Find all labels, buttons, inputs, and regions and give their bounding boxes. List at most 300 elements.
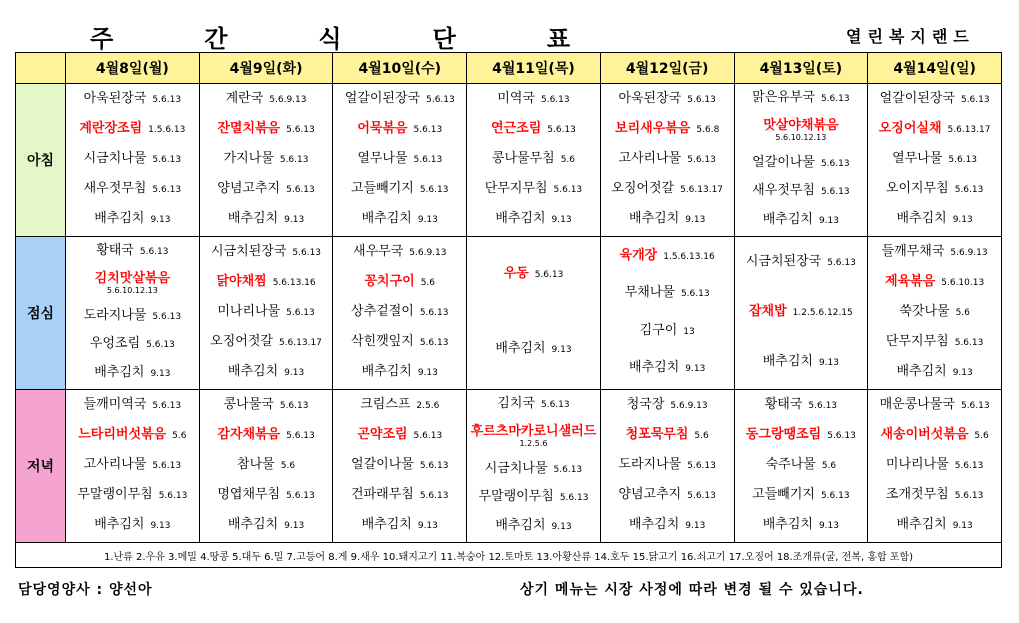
title-char: 간 xyxy=(204,24,228,53)
date-header: 4월9일(화) xyxy=(199,53,333,84)
dish-item xyxy=(204,518,329,532)
allergen-codes: 5.6.13 xyxy=(152,154,182,165)
dish-name: 느타리버섯볶음 xyxy=(78,426,167,442)
dish-item xyxy=(204,458,329,472)
dish-name: 미역국 xyxy=(497,90,535,106)
dish-name: 잔멸치볶음 xyxy=(217,120,281,136)
allergen-codes: 5.6.8 xyxy=(696,124,720,135)
dish-item xyxy=(471,122,596,136)
dish-name: 배추김치 xyxy=(762,353,813,369)
dish-name: 명엽채무침 xyxy=(217,486,281,502)
allergen-codes: 9.13 xyxy=(685,364,706,375)
dish-item xyxy=(872,245,997,259)
menu-cell xyxy=(333,84,467,237)
dish-name: 새송이버섯볶음 xyxy=(880,426,969,442)
allergen-codes: 5.6.13 xyxy=(827,257,856,268)
dish-name: 연근조림 xyxy=(491,120,542,136)
menu-cell xyxy=(66,390,200,543)
dish-item xyxy=(204,92,329,106)
date-header: 4월14일(일) xyxy=(868,53,1002,84)
dish-name: 배추김치 xyxy=(896,363,947,379)
menu-cell xyxy=(66,84,200,237)
dish-list xyxy=(868,390,1001,540)
allergen-codes: 5.6 xyxy=(560,154,576,165)
allergen-codes: 1.5.6.13.16 xyxy=(663,251,715,262)
weekly-menu-table xyxy=(15,52,1002,568)
dish-item xyxy=(471,462,596,476)
allergen-codes: 9.13 xyxy=(952,367,973,378)
menu-cell xyxy=(734,84,868,237)
allergen-codes: 5.6.13 xyxy=(553,184,583,195)
allergen-codes: 5.6.13 xyxy=(948,154,978,165)
dish-item xyxy=(337,365,462,379)
dish-name: 미나리나물 xyxy=(217,303,281,319)
dish-name: 감자채볶음 xyxy=(217,426,281,442)
allergen-codes: 5.6.13 xyxy=(419,337,449,348)
dish-item xyxy=(70,458,195,472)
allergen-codes: 5.6.13 xyxy=(152,94,182,105)
dish-item xyxy=(739,488,864,502)
meal-label: 점심 xyxy=(16,237,66,390)
menu-cell xyxy=(734,237,868,390)
dish-name: 청국장 xyxy=(626,396,665,412)
dish-item xyxy=(337,182,462,196)
dish-item xyxy=(872,428,997,442)
dish-item xyxy=(605,458,730,472)
allergen-codes: 5.6.13 xyxy=(286,184,315,195)
allergen-codes: 5.6.13 xyxy=(540,399,570,410)
change-notice: 상기 메뉴는 시장 사정에 따라 변경 될 수 있습니다. xyxy=(520,582,864,598)
dish-item xyxy=(70,398,195,412)
allergen-codes: 9.13 xyxy=(685,214,706,225)
dish-name: 쑥갓나물 xyxy=(899,303,950,319)
allergen-codes: 5.6 xyxy=(280,460,296,471)
dish-item xyxy=(70,428,195,442)
dish-name: 제육볶음 xyxy=(885,273,936,289)
dish-name: 시금치된장국 xyxy=(211,243,287,259)
dish-item xyxy=(471,152,596,166)
dish-name: 아욱된장국 xyxy=(618,90,682,106)
dish-list xyxy=(66,237,199,387)
allergen-codes: 5.6.13 xyxy=(960,400,990,411)
menu-cell xyxy=(199,84,333,237)
allergen-codes: 5.6.13 xyxy=(687,154,716,165)
dish-item xyxy=(337,245,462,259)
allergen-codes: 5.6.13 xyxy=(827,430,856,441)
dish-item xyxy=(70,518,195,532)
dish-name: 무말랭이무침 xyxy=(77,486,153,502)
dish-list xyxy=(467,84,600,234)
dish-name: 닭야채찜 xyxy=(216,273,267,289)
date-header: 4월8일(월) xyxy=(66,53,200,84)
allergen-codes: 5.6.13.17 xyxy=(680,184,724,195)
allergen-codes: 5.6.13 xyxy=(820,159,850,170)
allergen-codes: 5.6.13 xyxy=(680,289,710,300)
dish-item xyxy=(739,518,864,532)
allergen-codes: 9.13 xyxy=(417,367,438,378)
dish-name: 배추김치 xyxy=(762,211,813,227)
dish-list xyxy=(601,84,734,234)
dish-name: 얼갈이나물 xyxy=(351,456,414,472)
dish-name: 새우젓무침 xyxy=(752,183,815,199)
allergen-codes: 5.6.13 xyxy=(286,124,315,135)
menu-cell xyxy=(868,237,1002,390)
allergen-codes: 5.6.13 xyxy=(419,460,449,471)
dish-name: 콩나물국 xyxy=(223,396,274,412)
dish-name: 건파래무침 xyxy=(351,486,414,502)
dish-item xyxy=(337,488,462,502)
allergen-codes: 5.6.10.13 xyxy=(941,277,985,288)
dish-item xyxy=(337,275,462,289)
dish-item xyxy=(739,119,864,142)
dish-name: 배추김치 xyxy=(227,516,279,532)
dish-item xyxy=(605,398,730,412)
allergen-codes: 9.13 xyxy=(952,214,973,225)
allergen-codes: 9.13 xyxy=(952,520,973,531)
allergen-codes: 9.13 xyxy=(551,521,572,532)
allergen-codes: 5.6.13 xyxy=(954,460,984,471)
dish-item xyxy=(70,488,195,502)
dish-item xyxy=(70,309,195,323)
menu-cell xyxy=(868,390,1002,543)
title-char: 식 xyxy=(318,24,342,53)
dish-item xyxy=(872,305,997,319)
dish-item xyxy=(872,518,997,532)
dish-name: 청포묵무침 xyxy=(625,426,689,442)
dish-name: 배추김치 xyxy=(495,517,546,533)
allergen-codes: 5.6.9.13 xyxy=(950,247,988,258)
allergen-codes: 5.6.13 xyxy=(687,94,716,105)
allergen-codes: 5.6.13 xyxy=(152,400,182,411)
allergen-codes: 5.6.13 xyxy=(954,490,984,501)
allergen-codes: 5.6.13 xyxy=(534,270,564,281)
dish-name: 참나물 xyxy=(237,456,275,472)
allergen-codes: 1.2.5.6.12.15 xyxy=(792,307,853,318)
title-char: 표 xyxy=(546,24,570,53)
dish-name: 꽁치구이 xyxy=(364,273,415,289)
dish-item xyxy=(872,152,997,166)
allergen-codes: 5.6.13 xyxy=(960,94,990,105)
dish-name: 배추김치 xyxy=(94,210,145,226)
allergen-codes: 5.6.9.13 xyxy=(409,247,447,258)
allergen-codes: 5.6.13 xyxy=(292,247,322,258)
allergen-codes: 5.6.13 xyxy=(286,430,315,441)
menu-cell xyxy=(199,390,333,543)
dish-name: 도라지나물 xyxy=(83,308,147,324)
menu-cell xyxy=(600,237,734,390)
dish-item xyxy=(204,122,329,136)
dish-name: 배추김치 xyxy=(361,210,412,226)
allergen-codes: 5.6.10.12.13 xyxy=(106,285,158,295)
dish-name: 새우젓무침 xyxy=(83,180,147,196)
dish-name: 고들빼기지 xyxy=(351,180,414,196)
dish-name: 얼갈이된장국 xyxy=(344,90,421,106)
dish-item xyxy=(204,398,329,412)
dish-item xyxy=(337,335,462,349)
meal-label: 저녁 xyxy=(16,390,66,543)
dish-name: 배추김치 xyxy=(94,516,145,532)
dish-name: 오이지무침 xyxy=(885,180,949,196)
title-char: 단 xyxy=(432,24,456,53)
dish-name: 배추김치 xyxy=(495,341,546,357)
allergen-codes: 5.6.13 xyxy=(279,400,309,411)
dish-name: 곤약조림 xyxy=(357,426,408,442)
allergen-codes: 9.13 xyxy=(818,215,839,226)
allergen-codes: 9.13 xyxy=(551,214,572,225)
dish-item xyxy=(204,182,329,196)
allergen-codes: 5.6.13 xyxy=(146,340,175,351)
dish-list xyxy=(333,390,466,540)
dish-name: 삭힌깻잎지 xyxy=(351,333,414,349)
dish-item xyxy=(605,488,730,502)
dish-item xyxy=(739,156,864,170)
allergen-codes: 1.2.5.6 xyxy=(519,438,548,448)
dish-item xyxy=(204,212,329,226)
menu-cell xyxy=(333,390,467,543)
dish-item xyxy=(739,305,864,319)
allergen-codes: 9.13 xyxy=(284,214,305,225)
dish-name: 계란국 xyxy=(225,90,264,106)
dish-name: 배추김치 xyxy=(361,363,412,379)
dish-name: 배추김치 xyxy=(495,210,546,226)
dish-item xyxy=(337,152,462,166)
allergen-codes: 9.13 xyxy=(551,345,572,356)
allergen-codes: 5.6.13.16 xyxy=(272,277,316,288)
menu-cell xyxy=(600,84,734,237)
dish-list xyxy=(200,237,333,387)
dish-list xyxy=(868,237,1001,387)
allergen-codes: 5.6.13 xyxy=(152,312,182,323)
dish-name: 김구이 xyxy=(639,322,678,338)
dish-item xyxy=(739,428,864,442)
dish-name: 배추김치 xyxy=(896,516,947,532)
allergen-codes: 1.5.6.13 xyxy=(148,124,186,135)
dish-item xyxy=(739,398,864,412)
dish-item xyxy=(605,361,730,375)
allergen-codes: 9.13 xyxy=(284,520,305,531)
allergen-codes: 5.6.13 xyxy=(687,460,716,471)
allergen-codes: 5.6.13 xyxy=(413,124,443,135)
meal-label: 아침 xyxy=(16,84,66,237)
dish-name: 가지나물 xyxy=(223,150,274,166)
allergen-codes: 5.6.13 xyxy=(152,460,182,471)
dish-item xyxy=(872,488,997,502)
dish-name: 매운콩나물국 xyxy=(879,396,955,412)
dish-item xyxy=(605,122,730,136)
dish-name: 미나리나물 xyxy=(885,456,949,472)
allergen-codes: 9.13 xyxy=(150,214,171,225)
dish-item xyxy=(872,458,997,472)
dish-name: 조개젓무침 xyxy=(885,486,949,502)
dish-name: 크림스프 xyxy=(360,396,411,412)
dish-item xyxy=(70,92,195,106)
dish-name: 계란장조림 xyxy=(79,120,143,136)
dish-item xyxy=(872,212,997,226)
dish-item xyxy=(605,182,730,196)
dish-item xyxy=(204,245,329,259)
date-header: 4월10일(수) xyxy=(333,53,467,84)
dish-name: 김치맛살볶음 xyxy=(94,271,171,287)
allergen-codes: 5.6.13 xyxy=(139,246,169,257)
dish-name: 배추김치 xyxy=(227,210,279,226)
dish-item xyxy=(471,267,596,281)
dish-name: 도라지나물 xyxy=(618,456,682,472)
allergen-codes: 5.6.13 xyxy=(286,307,315,318)
allergy-legend: 1.난류 2.우유 3.메밀 4.땅콩 5.대두 6.밀 7.고등어 8.게 9.새우 10.돼지고기 11.복숭아 12.토마토 13.아황산류 14.호두 15.닭고기 16.쇠고기 17.오징어 18.조개류(굴, 전복, 홍합 포함) xyxy=(16,543,1002,568)
dish-item xyxy=(872,92,997,106)
dish-name: 배추김치 xyxy=(629,210,680,226)
dish-list xyxy=(868,84,1001,234)
dish-name: 숙주나물 xyxy=(765,456,816,472)
dish-list xyxy=(601,390,734,540)
allergen-codes: 5.6.13 xyxy=(687,490,716,501)
dish-item xyxy=(70,212,195,226)
dish-name: 배추김치 xyxy=(896,210,947,226)
dish-name: 잡채밥 xyxy=(748,303,787,319)
dish-name: 육개장 xyxy=(619,247,658,263)
allergen-codes: 13 xyxy=(683,326,695,337)
dish-item xyxy=(70,244,195,258)
dish-name: 들깨무채국 xyxy=(881,243,945,259)
dish-item xyxy=(739,458,864,472)
dish-name: 아욱된장국 xyxy=(83,90,147,106)
dish-name: 단무지무침 xyxy=(484,180,548,196)
date-header-row xyxy=(16,53,1002,84)
dish-name: 배추김치 xyxy=(629,516,680,532)
dish-item xyxy=(872,182,997,196)
dish-name: 양념고추지 xyxy=(618,486,682,502)
dish-item xyxy=(471,397,596,411)
dish-item xyxy=(739,213,864,227)
dish-item xyxy=(204,305,329,319)
dish-list xyxy=(200,84,333,234)
dish-name: 콩나물무침 xyxy=(491,150,555,166)
dish-name: 무말랭이무침 xyxy=(478,489,554,505)
allergen-codes: 9.13 xyxy=(818,520,839,531)
allergen-codes: 9.13 xyxy=(818,357,839,368)
allergen-codes: 5.6.13 xyxy=(419,184,449,195)
dish-item xyxy=(739,184,864,198)
dish-item xyxy=(605,152,730,166)
dish-item xyxy=(70,182,195,196)
allergen-codes: 2.5.6 xyxy=(416,400,440,411)
allergen-codes: 5.6.13 xyxy=(419,307,449,318)
allergen-codes: 5.6.13.17 xyxy=(278,337,322,348)
dish-name: 무채나물 xyxy=(624,285,675,301)
meal-row xyxy=(16,237,1002,390)
dish-list xyxy=(333,237,466,387)
dish-item xyxy=(471,182,596,196)
date-header: 4월11일(목) xyxy=(467,53,601,84)
dish-item xyxy=(872,365,997,379)
allergen-codes: 5.6.13 xyxy=(413,154,443,165)
dish-name: 들깨미역국 xyxy=(83,396,147,412)
dish-item xyxy=(872,275,997,289)
dish-item xyxy=(337,398,462,412)
dish-name: 황태국 xyxy=(96,242,134,258)
dish-item xyxy=(337,92,462,106)
allergen-codes: 9.13 xyxy=(417,520,438,531)
allergen-codes: 5.6 xyxy=(694,430,709,441)
dish-name: 열무나물 xyxy=(357,150,408,166)
header-corner xyxy=(16,53,66,84)
dish-item xyxy=(70,152,195,166)
dish-list xyxy=(200,390,333,540)
dish-list xyxy=(735,84,868,234)
dish-list xyxy=(601,237,734,387)
dish-item xyxy=(471,490,596,504)
dish-name: 배추김치 xyxy=(629,360,680,376)
dish-name: 고사리나물 xyxy=(83,456,147,472)
dish-item xyxy=(605,249,730,263)
dish-item xyxy=(605,428,730,442)
allergen-codes: 5.6.13 xyxy=(547,124,576,135)
dish-item xyxy=(204,335,329,349)
dish-item xyxy=(204,152,329,166)
allergen-codes: 5.6.9.13 xyxy=(269,94,307,105)
meal-row xyxy=(16,390,1002,543)
dish-list xyxy=(467,237,600,387)
brand-name: 열린복지랜드 xyxy=(846,27,975,46)
dish-name: 후르츠마카로니샐러드 xyxy=(470,424,597,440)
dish-list xyxy=(66,84,199,234)
allergen-codes: 5.6.13 xyxy=(413,430,443,441)
dish-item xyxy=(70,272,195,295)
meal-row xyxy=(16,84,1002,237)
dish-item xyxy=(471,425,596,448)
dish-item xyxy=(605,286,730,300)
dish-name: 배추김치 xyxy=(361,516,412,532)
allergen-codes: 5.6.13 xyxy=(540,94,570,105)
dish-list xyxy=(66,390,199,540)
dish-name: 얼갈이된장국 xyxy=(879,90,955,106)
dish-item xyxy=(471,212,596,226)
dish-name: 동그랑땡조림 xyxy=(745,426,822,442)
dish-item xyxy=(337,305,462,319)
dish-item xyxy=(337,212,462,226)
dish-item xyxy=(204,365,329,379)
dish-name: 단무지무침 xyxy=(885,333,949,349)
dish-item xyxy=(337,428,462,442)
menu-cell xyxy=(600,390,734,543)
allergen-codes: 5.6.13 xyxy=(553,465,583,476)
allergy-row xyxy=(16,543,1002,568)
dish-item xyxy=(204,275,329,289)
dish-item xyxy=(605,518,730,532)
dish-item xyxy=(872,398,997,412)
dish-name: 맛살야채볶음 xyxy=(763,118,839,134)
allergen-codes: 5.6.13 xyxy=(954,184,984,195)
date-header: 4월13일(토) xyxy=(734,53,868,84)
allergen-codes: 5.6.13 xyxy=(286,490,315,501)
dietitian-label: 담당영양사 : 양선아 xyxy=(18,582,153,598)
menu-cell xyxy=(734,390,868,543)
dish-item xyxy=(337,518,462,532)
allergen-codes: 5.6.13 xyxy=(808,400,838,411)
dish-name: 양념고추지 xyxy=(217,180,281,196)
dish-name: 오징어젓갈 xyxy=(210,333,273,349)
allergen-codes: 5.6.9.13 xyxy=(670,400,708,411)
allergen-codes: 5.6 xyxy=(172,430,187,441)
dish-name: 황태국 xyxy=(764,396,803,412)
allergen-codes: 9.13 xyxy=(150,368,171,379)
dish-name: 시금치나물 xyxy=(83,150,147,166)
allergen-codes: 5.6 xyxy=(974,430,989,441)
dish-name: 배추김치 xyxy=(94,364,145,380)
allergen-codes: 5.6.13 xyxy=(279,154,309,165)
dish-item xyxy=(70,122,195,136)
dish-list xyxy=(735,390,868,540)
